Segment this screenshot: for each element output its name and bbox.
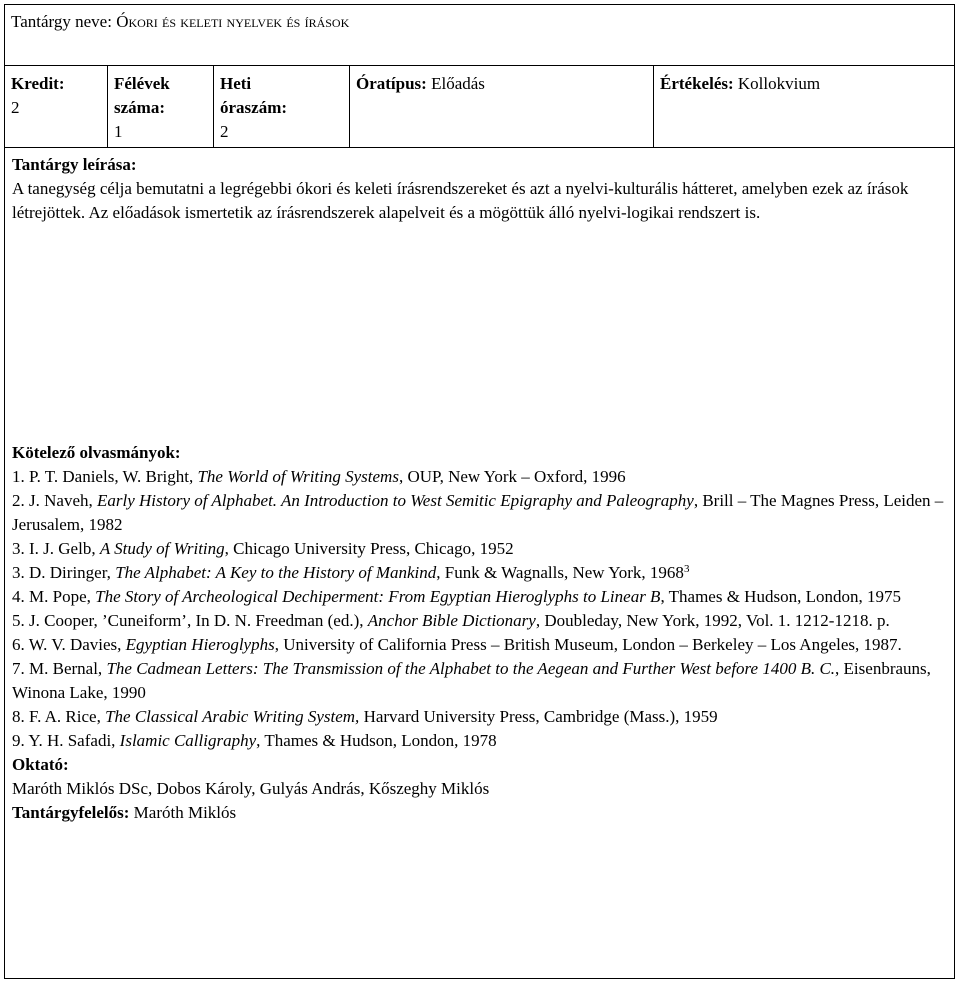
hours-label-line2: óraszám: [220,98,288,117]
class-type-value: Előadás [431,74,485,93]
reading-item: 7. M. Bernal, The Cadmean Letters: The Transmission of the Alphabet to the Aegean and Further West before 1400 B. C., Eisenbrauns, Winona Lake, 1990 [12,659,931,702]
credit-label: Kredit: [11,74,65,93]
reading-item: 3. D. Diringer, The Alphabet: A Key to the History of Mankind, Funk & Wagnalls, New York, 1968$^3$ [12,563,690,582]
responsible-name: Maróth Miklós [133,803,237,822]
reading-item: 8. F. A. Rice, The Classical Arabic Writing System, Harvard University Press, Cambridge (Mass.), 1959 [12,707,718,726]
blank-space [12,225,946,441]
evaluation-label: Értékelés: [660,74,734,93]
weekly-hours-cell [214,66,350,147]
course-title-row [5,5,954,66]
reading-item: 1. P. T. Daniels, W. Bright, The World of Writing Systems, OUP, New York – Oxford, 1996 [12,467,626,486]
class-type-cell [350,66,654,147]
semester-label-line1: Félévek [114,74,170,93]
instructors-label: Oktató: [12,755,69,774]
semester-value: 1 [114,122,123,141]
reading-item: 3. I. J. Gelb, A Study of Writing, Chicago University Press, Chicago, 1952 [12,539,514,558]
semester-label-line2: száma: [114,98,165,117]
credit-cell [5,66,108,147]
course-info-row [5,66,954,148]
class-type-label: Óratípus: [356,74,427,93]
hours-label-line1: Heti [220,74,252,93]
readings-label: Kötelező olvasmányok: [12,443,181,462]
reading-item: 2. J. Naveh, Early History of Alphabet. An Introduction to West Semitic Epigraphy and Paleography, Brill – The Magnes Press, Leiden – Jerusalem, 1982 [12,491,944,534]
course-sheet [4,4,955,979]
description-text: A tanegység célja bemutatni a legrégebbi ókori és keleti írásrendszereket és azt a nyelvi-kulturális hátteret, amelyben ezek az írások létrejöttek. Az előadások ismertetik az írásrendszerek alapelveit és a mögöttük álló nyelvi-logikai rendszert is. [12,179,909,222]
course-content [5,148,954,825]
responsible-label: Tantárgyfelelős: [12,803,130,822]
course-name: Ókori és keleti nyelvek és írások [116,12,350,31]
readings-list [12,465,946,753]
credit-value: 2 [11,98,20,117]
reading-item: 6. W. V. Davies, Egyptian Hieroglyphs, University of California Press – British Museum, London – Berkeley – Los Angeles, 1987. [12,635,902,654]
evaluation-cell [654,66,956,147]
reading-item: 5. J. Cooper, ’Cuneiform’, In D. N. Freedman (ed.), Anchor Bible Dictionary, Doubleday, New York, 1992, Vol. 1. 1212-1218. p. [12,611,890,630]
reading-item: 4. M. Pope, The Story of Archeological Dechiperment: From Egyptian Hieroglyphs to Linear B, Thames & Hudson, London, 1975 [12,587,901,606]
semester-cell [108,66,214,147]
reading-item: 9. Y. H. Safadi, Islamic Calligraphy, Thames & Hudson, London, 1978 [12,731,497,750]
evaluation-value: Kollokvium [737,74,821,93]
course-name-label: Tantárgy neve: [11,12,112,31]
instructors-names: Maróth Miklós DSc, Dobos Károly, Gulyás András, Kőszeghy Miklós [12,779,490,798]
description-label: Tantárgy leírása: [12,155,137,174]
hours-value: 2 [220,122,229,141]
